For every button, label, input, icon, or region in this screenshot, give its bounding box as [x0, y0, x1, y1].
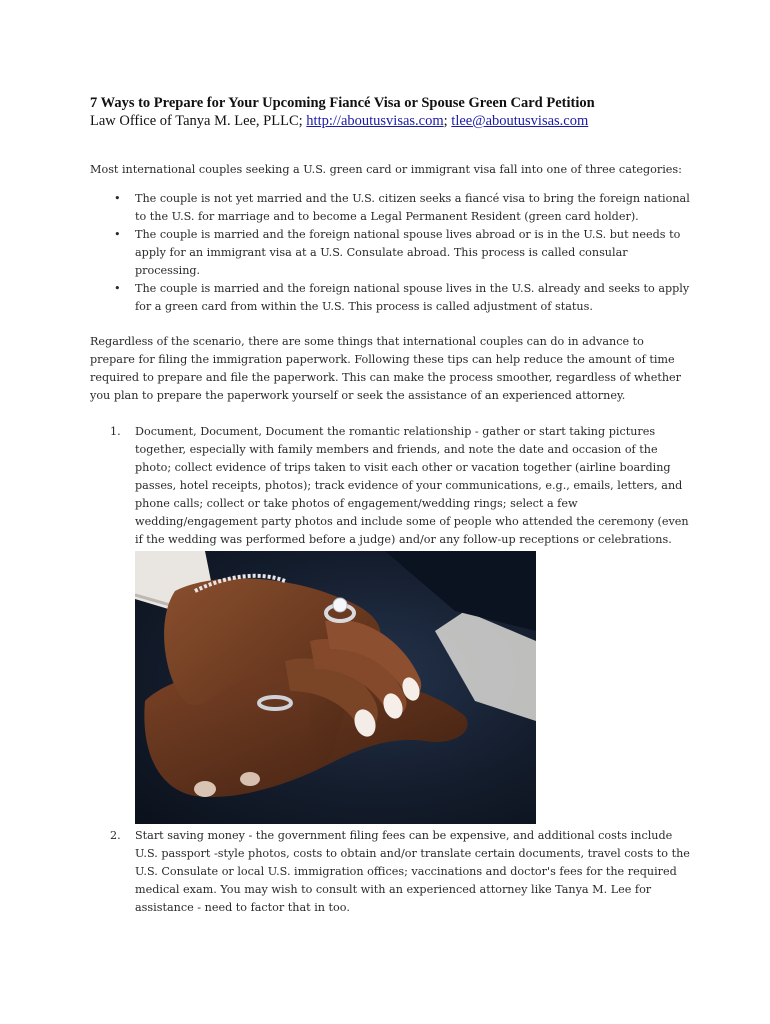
bullet-icon: • — [114, 282, 121, 295]
steps-list — [90, 423, 690, 549]
step-text: Start saving money - the government filing fees can be expensive, and additional costs include U.S. passport -style photos, costs to obtain and/or translate certain documents, travel costs to the U.S. Consulate or local U.S. immigration offices; vaccinations and doctor's fees for the required medical exam. You may wish to consult with an experienced attorney like Tanya M. Lee for assistance - need to factor that in too. — [135, 829, 690, 914]
scenario-paragraph: Regardless of the scenario, there are some things that international couples can do in advance to prepare for filing the immigration paperwork. Following these tips can help reduce the amount of time required to prepare and file the paperwork. This can make the process smoother, regardless of whether you plan to prepare the paperwork yourself or seek the assistance of an experienced attorney. — [90, 335, 682, 402]
email-link[interactable]: tlee@aboutusvisas.com — [451, 113, 589, 129]
category-text: The couple is married and the foreign national spouse lives in the U.S. already and seeks to apply for a green card from within the U.S. This process is called adjustment of status. — [135, 282, 690, 313]
category-item — [90, 226, 690, 280]
bullet-icon: • — [114, 192, 121, 205]
wedding-rings-photo — [135, 551, 536, 824]
category-text: The couple is not yet married and the U.S. citizen seeks a fiancé visa to bring the foreign national to the U.S. for marriage and to become a Legal Permanent Resident (green card holder). — [135, 192, 690, 223]
step-number: 2. — [110, 829, 121, 842]
wedding-rings-illustration — [135, 551, 536, 824]
category-text: The couple is married and the foreign national spouse lives abroad or is in the U.S. but needs to apply for an immigrant visa at a U.S. Consulate abroad. This process is called consular processing. — [135, 228, 681, 277]
category-item — [90, 280, 690, 316]
step-item — [90, 827, 690, 917]
category-item — [90, 190, 690, 226]
firm-name: Law Office of Tanya M. Lee, PLLC; — [90, 113, 307, 129]
category-list — [90, 190, 690, 316]
page-title: 7 Ways to Prepare for Your Upcoming Fiancé Visa or Spouse Green Card Petition — [90, 95, 595, 111]
document-page — [90, 94, 690, 917]
right-sleeve — [435, 611, 536, 721]
bullet-icon: • — [114, 228, 121, 241]
intro-paragraph: Most international couples seeking a U.S. green card or immigrant visa fall into one of three categories: — [90, 163, 682, 176]
step-item — [90, 423, 690, 549]
step-text: Document, Document, Document the romantic relationship - gather or start taking pictures together, especially with family members and friends, and note the date and occasion of the photo; collect evidence of trips taken to visit each other or vacation together (airline boarding passes, hotel receipts, photos); track evidence of your communications, e.g., emails, letters, and phone calls; collect or take photos of engagement/wedding rings; select a few wedding/engagement party photos and include some of people who attended the ceremony (even if the wedding was performed before a judge) and/or any follow-up receptions or celebrations. — [135, 425, 689, 546]
website-link[interactable]: http://aboutusvisas.com — [306, 113, 444, 129]
steps-list-continued — [90, 827, 690, 917]
step-number: 1. — [110, 425, 121, 438]
link-separator: ; — [443, 113, 452, 129]
author-line — [90, 112, 690, 130]
